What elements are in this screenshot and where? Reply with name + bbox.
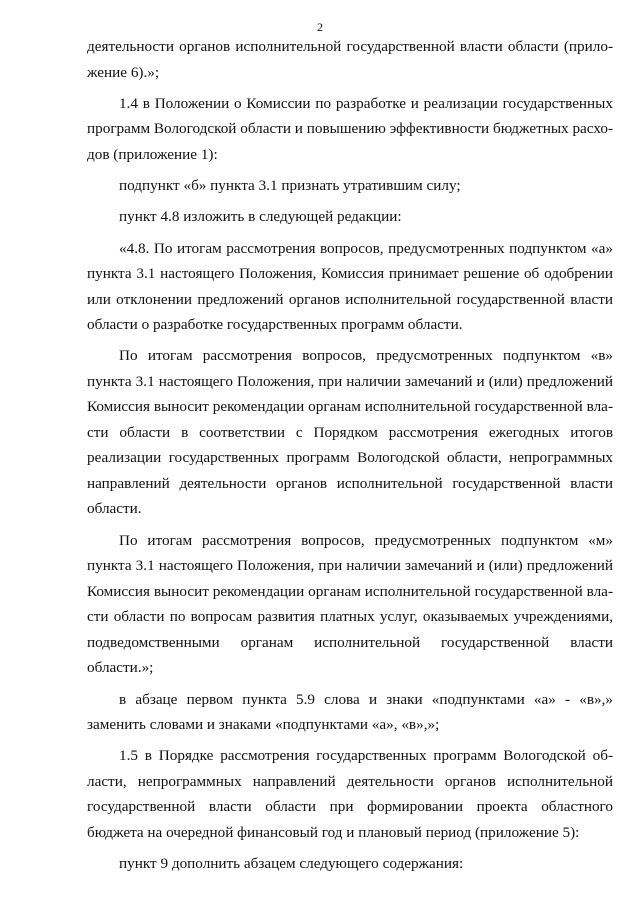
paragraph-item-1-5: 1.5 в Порядке рассмотрения государственных программ Вологодской области, непрограммных направлений деятельности органов исполнительной государственной власти области при формировании проекта областного бюджета на очередной финансовый год и плановый период (приложение 5): <box>87 747 613 841</box>
paragraph-continuation: деятельности органов исполнительной государственной власти области (приложение 6).»; <box>87 38 613 81</box>
paragraph-item-4-8-intro: пункт 4.8 изложить в следующей редакции: <box>119 208 402 226</box>
paragraph-item-1-4: 1.4 в Положении о Комиссии по разработке и реализации государственных программ Вологодской области и повышению эффективности бюджетных расходов (приложение 1): <box>87 94 613 163</box>
paragraph-item-4-8-a: «4.8. По итогам рассмотрения вопросов, предусмотренных подпунктом «а» пункта 3.1 настоящего Положения, Комиссия принимает решение об одобрении или отклонении предложений органов исполнительной государственной власти области о разработке государственных программ области. <box>87 239 613 334</box>
paragraph-item-9: пункт 9 дополнить абзацем следующего содержания: <box>119 855 464 873</box>
paragraph-item-4-8-m: По итогам рассмотрения вопросов, предусмотренных подпунктом «м» пункта 3.1 настоящего Положения, при наличии замечаний и (или) предложений Комиссия выносит рекомендации органам исполнительной государственной власти области по вопросам развития платных услуг, оказываемых учреждениями, подведомственными органам исполнительной государственной власти области.»; <box>87 531 613 677</box>
document-body <box>87 34 613 882</box>
page-number: 2 <box>317 20 323 34</box>
paragraph-item-5-9: в абзаце первом пункта 5.9 слова и знаки «подпунктами «а» - «в»,» заменить словами и знаками «подпунктами «а», «в»,»; <box>87 690 613 734</box>
paragraph-subitem-b: подпункт «б» пункта 3.1 признать утратившим силу; <box>119 177 461 195</box>
paragraph-item-4-8-v: По итогам рассмотрения вопросов, предусмотренных подпунктом «в» пункта 3.1 настоящего Положения, при наличии замечаний и (или) предложений Комиссия выносит рекомендации органам исполнительной государственной власти области в соответствии с Порядком рассмотрения ежегодных итогов реализации государственных программ Вологодской области, непрограммных направлений деятельности органов исполнительной государственной власти области. <box>87 347 613 518</box>
